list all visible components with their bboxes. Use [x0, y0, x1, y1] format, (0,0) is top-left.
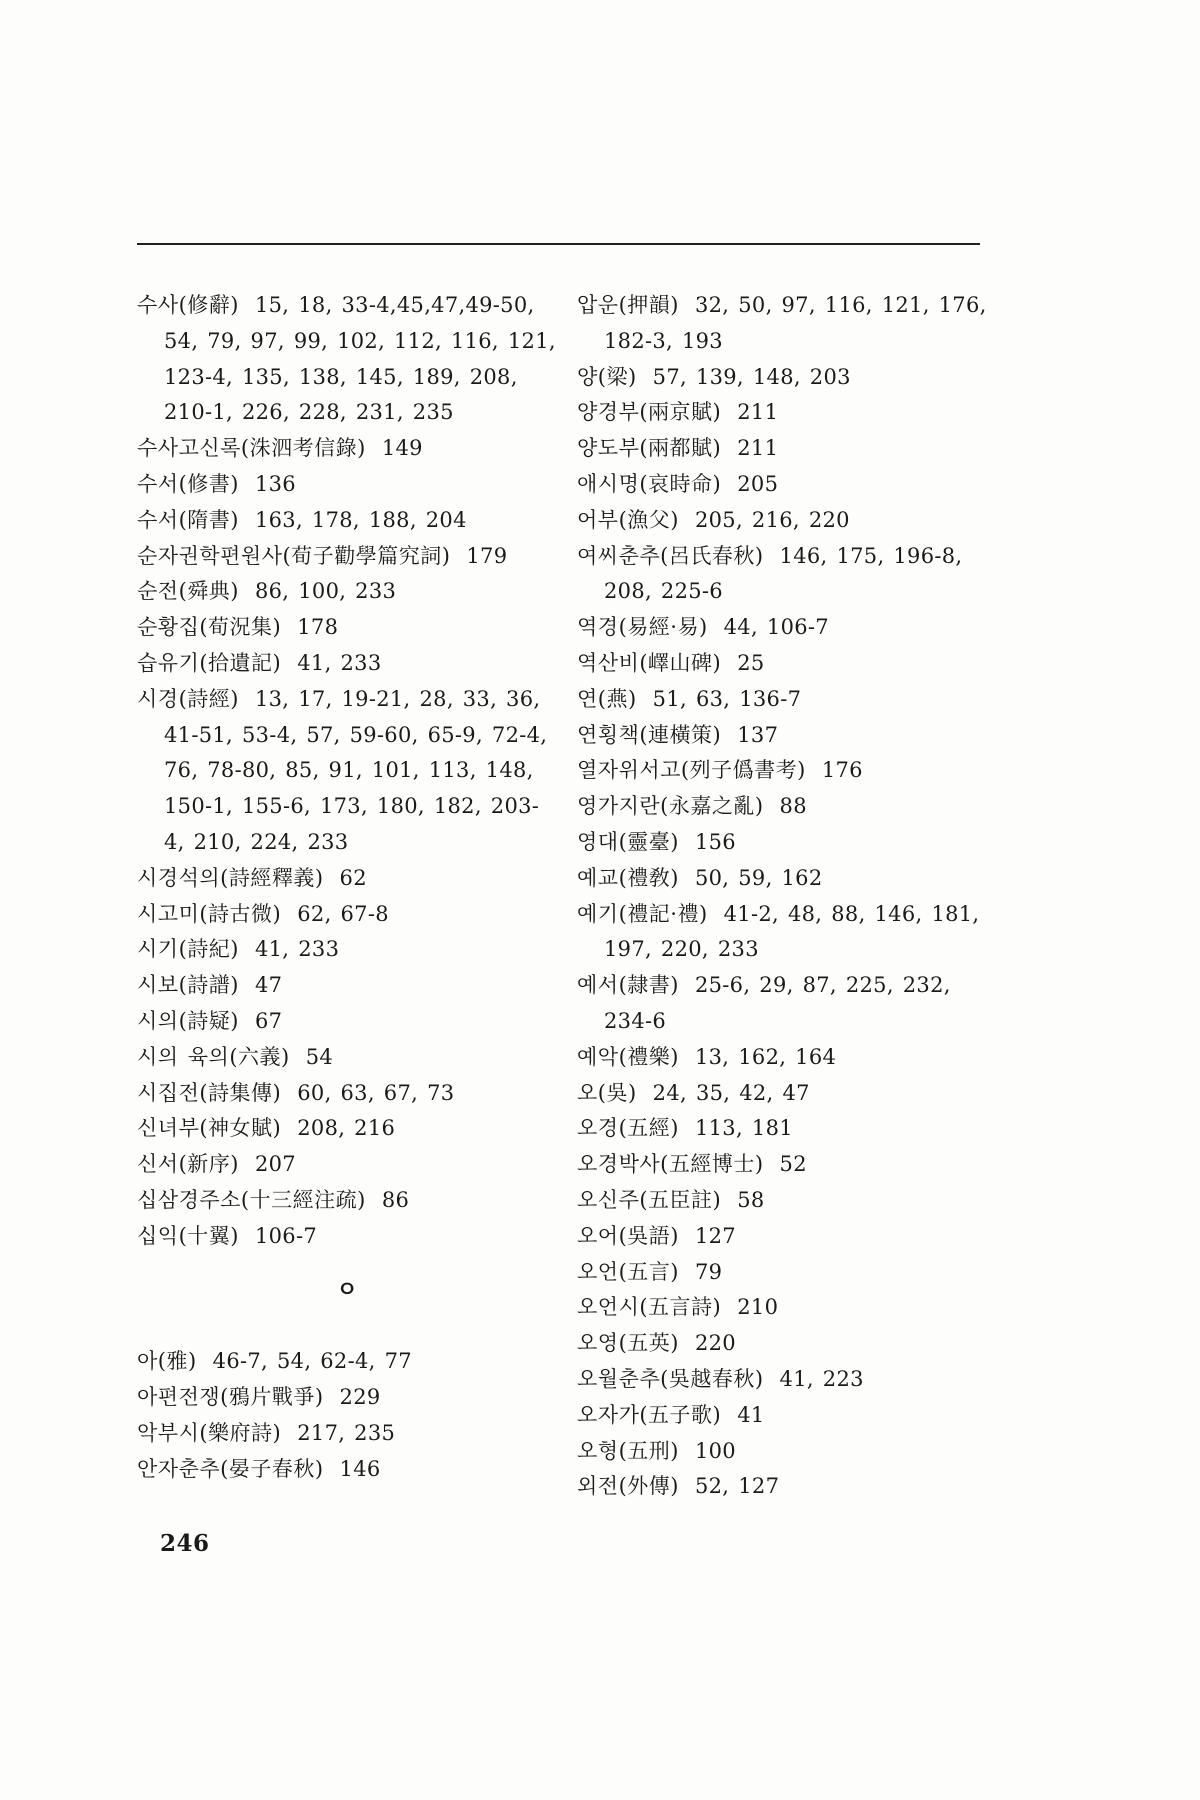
index-pages: 41: [737, 1402, 765, 1427]
index-pages: 137: [737, 722, 779, 747]
index-term: 순황집(荀況集): [137, 615, 282, 640]
section-letter: ㅇ: [336, 1277, 358, 1303]
index-entry: [137, 431, 557, 467]
index-term: 습유기(拾遺記): [137, 650, 282, 675]
index-pages: 57, 139, 148, 203: [652, 364, 851, 389]
index-entry: [577, 1111, 997, 1147]
index-pages: 205, 216, 220: [694, 507, 850, 532]
index-entry: [577, 1469, 997, 1505]
index-pages: 210: [737, 1295, 779, 1320]
index-term: 시의(詩疑): [137, 1008, 239, 1033]
index-pages: 146: [339, 1456, 381, 1481]
index-column-right: [577, 288, 997, 1505]
index-term: 연횡책(連橫策): [577, 722, 722, 747]
index-entry: [137, 1183, 557, 1219]
index-entry: [577, 360, 997, 396]
index-entry: [577, 1076, 997, 1112]
index-entry: [577, 1398, 997, 1434]
index-pages: 62, 67-8: [297, 901, 389, 926]
index-term: 오자가(五子歌): [577, 1402, 722, 1427]
index-entry: [137, 1219, 557, 1255]
index-term: 예서(隷書): [577, 973, 679, 998]
index-term: 역경(易經·易): [577, 615, 708, 640]
index-pages: 32, 50, 97, 116, 121, 176, 182-3, 193: [604, 293, 987, 353]
index-pages: 176: [821, 758, 863, 783]
index-term: 양경부(兩京賦): [577, 400, 722, 425]
index-term: 순전(舜典): [137, 579, 239, 604]
index-term: 십삼경주소(十三經注疏): [137, 1187, 366, 1212]
index-term: 영대(靈臺): [577, 829, 679, 854]
index-entry: [137, 288, 557, 431]
index-entry: [137, 503, 557, 539]
index-entry: [137, 539, 557, 575]
index-entry: [577, 288, 997, 360]
index-pages: 178: [297, 615, 339, 640]
index-pages: 211: [737, 400, 779, 425]
index-pages: 205: [737, 471, 779, 496]
index-entry: [577, 897, 997, 969]
index-entry: [137, 1040, 557, 1076]
index-pages: 13, 162, 164: [694, 1044, 837, 1069]
index-entry: [577, 467, 997, 503]
page-number: 246: [160, 1530, 210, 1557]
index-pages: 220: [694, 1331, 736, 1356]
index-pages: 41, 233: [254, 937, 340, 962]
index-entry: [137, 574, 557, 610]
index-pages: 156: [694, 829, 736, 854]
index-entry: [577, 1219, 997, 1255]
index-pages: 211: [737, 436, 779, 461]
index-entry: [577, 718, 997, 754]
index-entry: [577, 1326, 997, 1362]
index-pages: 88: [779, 794, 807, 819]
index-pages: 41-2, 48, 88, 146, 181, 197, 220, 233: [604, 901, 980, 962]
index-pages: 41, 223: [779, 1366, 864, 1391]
header-rule: [137, 243, 980, 245]
index-entry: [137, 467, 557, 503]
index-pages: 217, 235: [297, 1420, 396, 1445]
index-term: 십익(十翼): [137, 1223, 239, 1248]
index-entry: [137, 1111, 557, 1147]
index-pages: 60, 63, 67, 73: [297, 1080, 455, 1105]
index-term: 예악(禮樂): [577, 1044, 679, 1069]
index-entry: [577, 395, 997, 431]
index-entry: [137, 682, 557, 861]
index-term: 아편전쟁(鴉片戰爭): [137, 1385, 324, 1410]
index-term: 수서(修書): [137, 471, 239, 496]
index-term: 오신주(五臣註): [577, 1187, 722, 1212]
index-term: 예교(禮敎): [577, 865, 679, 890]
index-entry: [577, 789, 997, 825]
index-entry: [577, 968, 997, 1040]
index-term: 시기(詩紀): [137, 937, 239, 962]
index-entry: [577, 1040, 997, 1076]
index-term: 아(雅): [137, 1349, 197, 1374]
index-term: 오영(五英): [577, 1331, 679, 1356]
index-pages: 149: [381, 436, 423, 461]
index-column-left: [137, 288, 557, 1488]
index-entry: [577, 1290, 997, 1326]
index-pages: 51, 63, 136-7: [652, 686, 802, 711]
index-entry: [577, 610, 997, 646]
index-entry: [137, 1380, 557, 1416]
index-pages: 163, 178, 188, 204: [254, 507, 467, 532]
index-entry: [577, 861, 997, 897]
index-pages: 229: [339, 1385, 381, 1410]
index-term: 오언(五言): [577, 1259, 679, 1284]
index-pages: 58: [737, 1187, 765, 1212]
index-term: 악부시(樂府詩): [137, 1420, 282, 1445]
index-term: 시보(詩譜): [137, 973, 239, 998]
index-pages: 62: [339, 865, 367, 890]
index-term: 수사고신록(洙泗考信錄): [137, 436, 366, 461]
index-pages: 44, 106-7: [723, 615, 829, 640]
index-pages: 24, 35, 42, 47: [652, 1080, 810, 1105]
index-pages: 50, 59, 162: [694, 865, 823, 890]
index-term: 오언시(五言詩): [577, 1295, 722, 1320]
index-entry: [577, 646, 997, 682]
index-term: 오월춘추(吳越春秋): [577, 1366, 764, 1391]
index-entry: [577, 825, 997, 861]
index-term: 양도부(兩都賦): [577, 436, 722, 461]
index-entry: [137, 1147, 557, 1183]
index-pages: 207: [254, 1152, 296, 1177]
index-term: 예기(禮記·禮): [577, 901, 708, 926]
index-term: 영가지란(永嘉之亂): [577, 794, 764, 819]
index-term: 수사(修辭): [137, 293, 239, 317]
index-term: 외전(外傳): [577, 1474, 679, 1499]
index-term: 역산비(嶧山碑): [577, 650, 722, 675]
index-term: 안자춘추(晏子春秋): [137, 1456, 324, 1481]
index-entry: [577, 682, 997, 718]
index-entry: [577, 753, 997, 789]
index-pages: 106-7: [254, 1223, 318, 1248]
index-entry: [137, 610, 557, 646]
index-term: 연(燕): [577, 686, 637, 711]
index-pages: 52, 127: [694, 1474, 780, 1499]
index-pages: 13, 17, 19-21, 28, 33, 36, 41-51, 53-4, 57, 59-60, 65-9, 72-4, 76, 78-80, 85, 91, 101, 113, 148, 150-1, 155-6, 173, 180, 182, 203-4, 210, 224, 233: [164, 686, 548, 854]
index-pages: 25-6, 29, 87, 225, 232, 234-6: [604, 973, 951, 1033]
index-term: 여씨춘추(呂氏春秋): [577, 543, 764, 568]
index-term: 시경석의(詩經釋義): [137, 865, 324, 890]
index-entry: [137, 897, 557, 933]
index-term: 시집전(詩集傳): [137, 1080, 282, 1105]
index-entry: [577, 431, 997, 467]
index-term: 오경(五經): [577, 1116, 679, 1141]
index-term: 오어(吳語): [577, 1223, 679, 1248]
index-term: 오경박사(五經博士): [577, 1152, 764, 1177]
index-entry: [577, 1147, 997, 1183]
index-entry: [577, 503, 997, 539]
index-entry: [577, 1434, 997, 1470]
index-entry: [137, 1344, 557, 1380]
index-term: 신녀부(神女賦): [137, 1116, 282, 1141]
index-pages: 67: [254, 1008, 283, 1033]
index-term: 시경(詩經): [137, 686, 239, 711]
index-pages: 179: [466, 543, 508, 568]
index-pages: 46-7, 54, 62-4, 77: [212, 1349, 412, 1374]
index-entry: [137, 1452, 557, 1488]
index-term: 시의 육의(六義): [137, 1044, 290, 1069]
index-entry: [137, 646, 557, 682]
index-pages: 113, 181: [694, 1116, 793, 1141]
index-entry: [577, 1362, 997, 1398]
index-term: 열자위서고(列子僞書考): [577, 758, 806, 783]
index-pages: 100: [694, 1438, 736, 1463]
index-term: 순자권학편원사(荀子勸學篇究詞): [137, 543, 451, 568]
index-entry: [137, 1076, 557, 1112]
index-pages: 79: [694, 1259, 723, 1284]
index-pages: 25: [737, 650, 765, 675]
index-entry: [577, 1183, 997, 1219]
index-entry: [137, 1416, 557, 1452]
index-term: 오(吳): [577, 1080, 637, 1105]
index-pages: 86: [381, 1187, 410, 1212]
index-entry: [137, 968, 557, 1004]
index-pages: 47: [254, 973, 283, 998]
index-pages: 54: [305, 1044, 334, 1069]
index-entry: [137, 932, 557, 968]
index-pages: 41, 233: [297, 650, 382, 675]
index-pages: 52: [779, 1152, 807, 1177]
index-term: 수서(隋書): [137, 507, 239, 532]
index-pages: 208, 216: [297, 1116, 396, 1141]
index-entry: [577, 1255, 997, 1291]
index-pages: 146, 175, 196-8, 208, 225-6: [604, 543, 963, 604]
index-entry: [577, 539, 997, 611]
index-entry: [137, 861, 557, 897]
index-pages: 136: [254, 471, 296, 496]
index-entry: [137, 1004, 557, 1040]
index-term: 압운(押韻): [577, 293, 679, 317]
index-term: 오형(五刑): [577, 1438, 679, 1463]
index-pages: 86, 100, 233: [254, 579, 397, 604]
index-term: 애시명(哀時命): [577, 471, 722, 496]
index-term: 신서(新序): [137, 1152, 239, 1177]
index-term: 시고미(詩古微): [137, 901, 282, 926]
index-term: 양(梁): [577, 364, 637, 389]
index-pages: 15, 18, 33-4,45,47,49-50, 54, 79, 97, 99, 102, 112, 116, 121, 123-4, 135, 138, 145, 189, 208, 210-1, 226, 228, 231, 235: [164, 293, 556, 425]
index-term: 어부(漁父): [577, 507, 679, 532]
index-pages: 127: [694, 1223, 736, 1248]
